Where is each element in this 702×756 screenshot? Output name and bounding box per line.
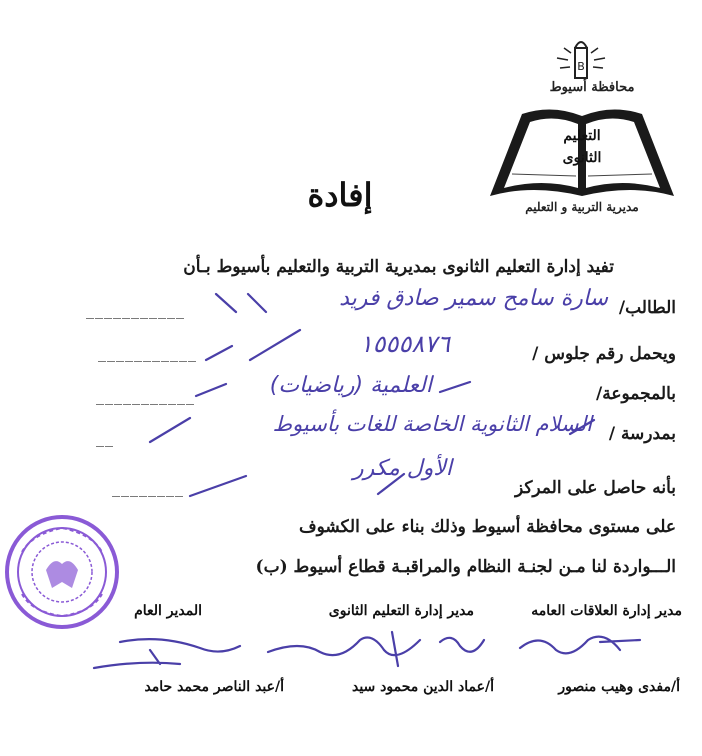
student-label: الطالب/ [618,298,676,318]
student-value: سارة سامح سمير صادق فريد [339,286,608,311]
rank-label: بأنه حاصل على المركز [514,478,676,498]
signature-1 [520,637,640,654]
svg-text:B: B [577,60,585,73]
signatory-name-2: أ/عماد الدين محمود سيد [351,679,494,695]
school-label: بمدرسة / [608,424,676,444]
logo-governorate: محافظة أسيوط [549,80,635,95]
logo-directorate: مديرية التربية و التعليم [525,200,639,214]
group-strike [196,382,470,396]
statement-line1: على مستوى محافظة أسيوط وذلك بناء على الكشوف [298,517,676,537]
signature-2 [268,632,484,666]
seat-strike [206,330,300,360]
official-seal [2,512,122,632]
group-value: العلمية (رياضيات) [269,373,432,398]
signatory-title-public-relations: مدير إدارة العلاقات العامه [531,603,682,619]
group-label: بالمجموعة/ [596,384,676,404]
seat-label: ويحمل رقم جلوس / [532,344,676,364]
signatory-title-general-manager: المدير العام [134,603,202,619]
rank-strike [190,474,404,496]
document-title: إفادة [307,176,373,214]
school-dashes: __ [96,428,114,447]
signatory-name-1: أ/مفدى وهيب منصور [558,679,680,695]
seat-value: ١٥٥٥٨٧٦ [359,330,450,358]
school-value: السلام الثانوية الخاصة للغات بأسيوط [272,412,592,436]
signatory-title-secondary-education: مدير إدارة التعليم الثانوى [328,603,474,619]
group-dashes: ___________ [96,386,195,405]
rank-value: الأول مكرر [353,456,452,481]
signature-3 [94,639,240,668]
student-strike [216,294,266,312]
rank-dashes: ________ [112,478,184,497]
seat-dashes: ___________ [98,343,197,362]
logo-book-line2: الثانوى [562,150,602,166]
school-strike [150,418,594,442]
statement-line2: الـــواردة لنا مـن لجنـة النظام والمراقبـة قطاع أسيوط (ب) [255,557,676,577]
student-dashes: ___________ [86,300,185,319]
eagle-seal-icon [2,512,122,632]
intro-text: تفيد إدارة التعليم الثانوى بمديرية التربية والتعليم بأسيوط بـأن [183,257,614,277]
logo-book-line1: التعليم [563,128,601,144]
signatory-name-3: أ/عبد الناصر محمد حامد [144,679,284,695]
